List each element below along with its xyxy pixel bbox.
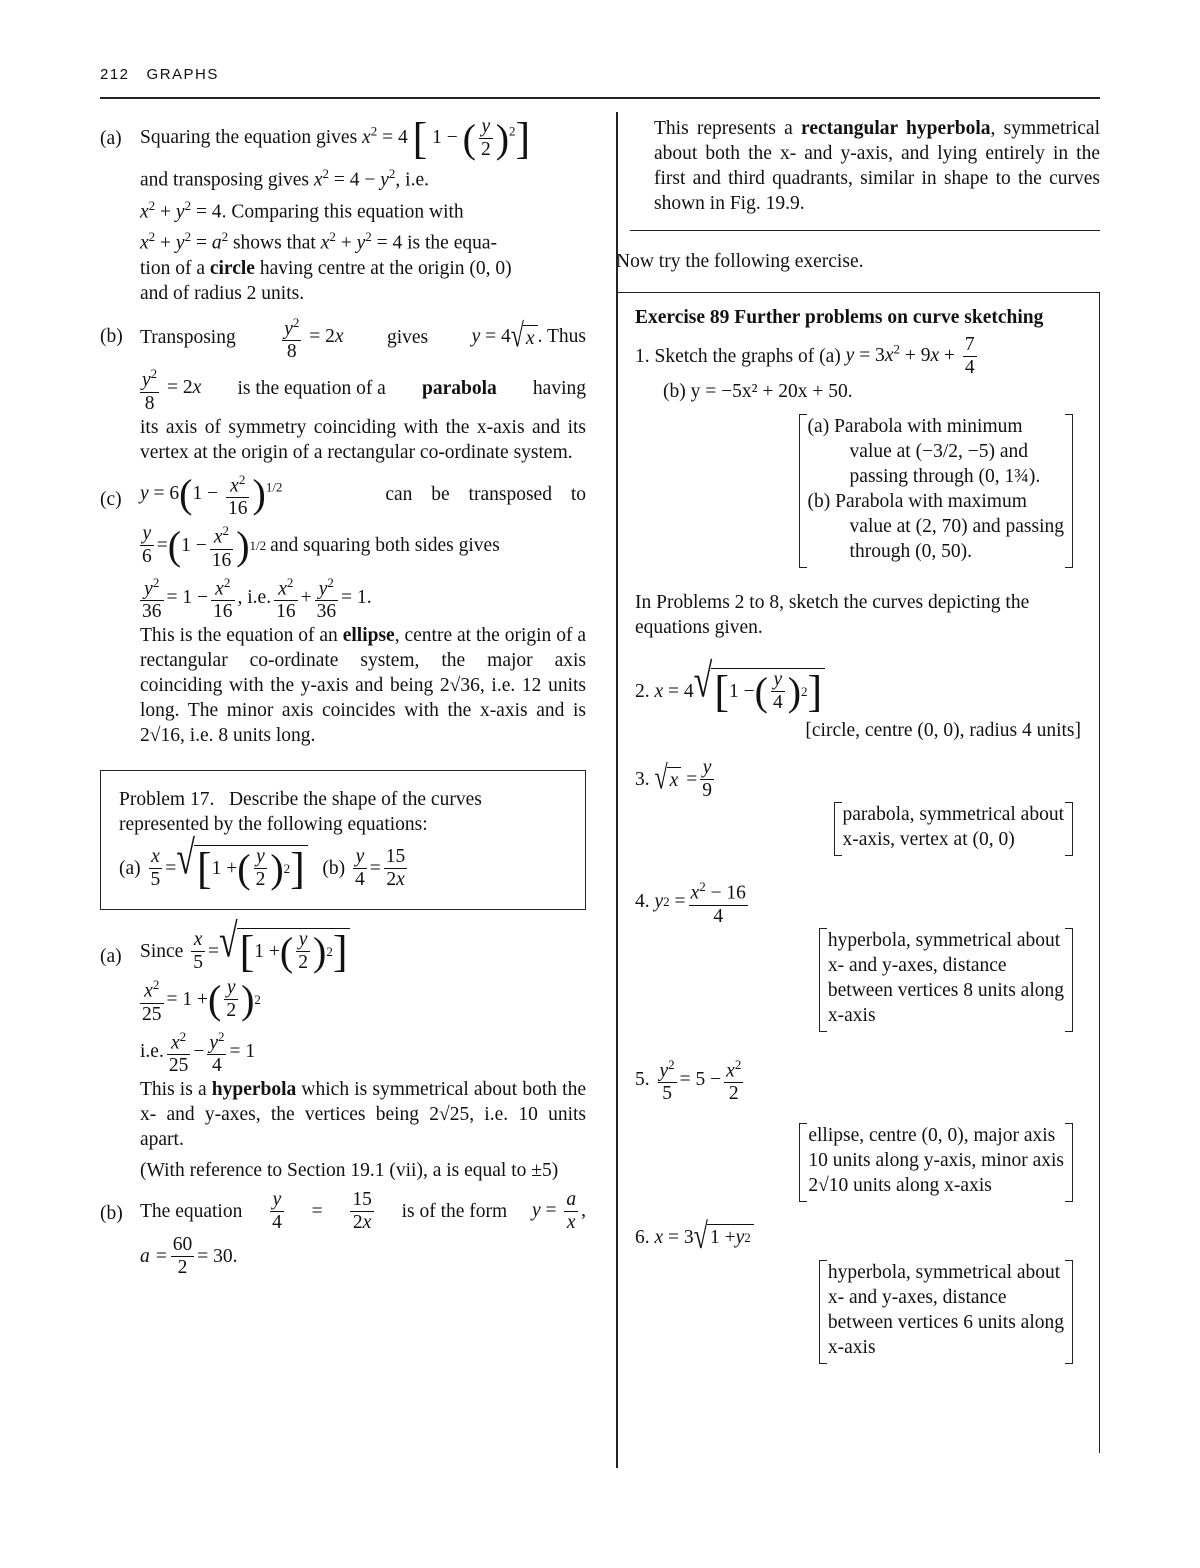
text: i.e. [140, 1040, 164, 1062]
answer-line: 10 units along y-axis, minor axis [808, 1150, 1064, 1171]
text: Squaring the equation gives [140, 126, 358, 148]
answer-3 [834, 802, 1073, 856]
problem-title: Problem 17. [119, 789, 215, 810]
question-1b: (b) y = −5x² + 20x + 50. [663, 381, 853, 402]
text: , symmetrical about both the x- and y-axis, and lying entirely in the first and third quadrants, similar in shape to the curves shown in Fig. 19.9. [654, 118, 1101, 214]
answer-line: value at (−3/2, −5) and [849, 441, 1029, 462]
text: tion of a [140, 257, 205, 279]
part-c-line1: y = 6(1 − $\frac{x^2}{16}$ )$^{1/2}$ can be transposed to [140, 469, 586, 521]
solution-a-reference: (With reference to Section 19.1 (vii), a is equal to ±5) [140, 1160, 559, 1181]
keyword-rectangular-hyperbola: rectangular hyperbola [801, 118, 991, 139]
text: gives [386, 326, 429, 348]
part-b-label: (b) [100, 325, 123, 347]
text: 2. [635, 680, 650, 702]
answer-line: (b) Parabola with maximum [807, 491, 1027, 512]
now-try-text: Now try the following exercise. [616, 251, 864, 272]
text: shows that [232, 232, 316, 254]
part-a [100, 113, 586, 306]
text: 5. [635, 1068, 650, 1090]
left-column [100, 112, 586, 1279]
text: Describe the shape of the curves represented by the following equations: [119, 789, 482, 835]
text: can be transposed to [385, 483, 586, 505]
rectangular-hyperbola-text [630, 112, 1100, 230]
part-b [100, 312, 586, 465]
answer-line: hyperbola, symmetrical about [827, 1262, 1061, 1283]
part-c-text [140, 623, 586, 748]
question-5: 5. $\frac{y^2}{5}$ = 5 − $\frac{x^2}{2}$ [635, 1054, 1081, 1106]
header-rule [100, 97, 1100, 99]
answer-4 [819, 928, 1073, 1032]
text: having centre at the origin (0, 0) [259, 257, 512, 279]
label: (b) [322, 857, 346, 879]
answer-line: between vertices 8 units along [827, 979, 1064, 1001]
part-c-line3: $\frac{y^2}{36}$ = 1 − $\frac{x^2}{16}$ , i.e. $\frac{x^2}{16}$ + $\frac{y^2}{36}$ = 1. [140, 572, 586, 624]
text: is the equation of a [237, 378, 386, 400]
answer-line: value at (2, 70) and passing [849, 516, 1064, 537]
text: = 30. [197, 1246, 238, 1267]
part-c-label: (c) [100, 488, 122, 510]
text: is the equa- [407, 232, 498, 254]
part-c [100, 469, 586, 749]
keyword-parabola: parabola [422, 378, 497, 400]
text: 6. [635, 1226, 650, 1248]
running-head [100, 66, 1100, 83]
part-c-line2: $\frac{y}{6}$ = ( 1 − $\frac{x^2}{16}$ ) 1/2 and squaring both sides gives [140, 520, 586, 572]
answer-line: through (0, 50). [849, 541, 972, 562]
answer-line: parabola, symmetrical about [842, 804, 1064, 825]
part-a-line1: Squaring the equation gives $x^2 = 4$ [ 1 − ( $\frac{y}{2}$ )$^2$] [140, 113, 531, 163]
question-4: 4. y 2 = $\frac{x^2 - 16}{4}$ [635, 876, 1081, 928]
solution-a-line2: $\frac{x^2}{25}$ = 1 + ( $\frac{y}{2}$ ) 2 [140, 974, 586, 1026]
answer-2: [circle, centre (0, 0), radius 4 units] [805, 720, 1081, 741]
text: . Comparing this equation with [221, 201, 464, 222]
exercise-title: Exercise 89 Further problems on curve sketching [635, 307, 1044, 328]
question-6: 6. x = 3 √ 1 + y 2 [635, 1224, 1081, 1250]
text: This is a [140, 1079, 207, 1100]
part-b-line1: Transposing $\frac{y^2}{8}$ = 2x gives y = 4 √ x . Thus [140, 312, 586, 364]
text: and transposing gives [140, 169, 309, 191]
text: a = [140, 1246, 168, 1267]
answer-1 [799, 414, 1073, 568]
solution-b-line1: The equation $\frac{y}{4}$ = $\frac{15}{2x}$ is of the form y = $\frac{a}{x}$ , [140, 1189, 586, 1233]
question-2: 2. x = 4 √ [ 1 − ( $\frac{y}{4}$ ) 2 ] [635, 668, 1081, 714]
part-a-line6: and of radius 2 units. [140, 282, 305, 304]
text: , i.e. [395, 169, 429, 191]
text: and squaring both sides gives [270, 535, 500, 557]
solution-a-label: (a) [100, 946, 122, 967]
solution-a [100, 916, 586, 1183]
answer-line: (a) Parabola with minimum [807, 416, 1023, 437]
text: having [532, 378, 586, 400]
part-a-line5 [140, 256, 586, 281]
answer-line: hyperbola, symmetrical about [827, 929, 1061, 951]
problem-17-equations: (a) $\frac{x}{5}$ = √ [ 1 + ( $\frac{y}{2}$ ) 2 ] (b) $\frac{y}{4}$ = $\frac{15}{2x}$ [119, 833, 406, 893]
answer-line: x- and y-axes, distance [827, 1287, 1007, 1308]
answer-line: x-axis [827, 1337, 876, 1358]
question-1: 1. Sketch the graphs of (a) $y = 3x^2 + 9x$ + $\frac{7}{4}$ [635, 334, 975, 378]
problem-17-box [100, 770, 586, 910]
section-title: GRAPHS [146, 66, 219, 83]
answer-line: 2√10 units along x-axis [808, 1175, 992, 1196]
part-a-line4: $x^2 + y^2 = a^2$ shows that $x^2 + y^2 = 4$ is the equa- [140, 229, 498, 254]
text: 3. [635, 769, 650, 790]
part-a-line2: and transposing gives $x^2 = 4 - y^2$, i.e. [140, 166, 429, 191]
answer-line: x-axis [827, 1004, 876, 1026]
text: Since [140, 940, 184, 962]
text: The equation [140, 1201, 243, 1222]
keyword-circle: circle [209, 257, 255, 279]
keyword-ellipse: ellipse [342, 625, 395, 646]
answer-6 [819, 1260, 1073, 1364]
exercise-89-box [616, 292, 1100, 1453]
problems-2-8-intro: In Problems 2 to 8, sketch the curves depicting the equations given. [635, 592, 1030, 638]
solution-a-text [140, 1077, 586, 1152]
right-column [616, 112, 1101, 1453]
solution-a-line3: i.e. $\frac{x^2}{25}$ − $\frac{y^2}{4}$ = 1 [140, 1026, 586, 1078]
text: This represents a [654, 118, 793, 139]
text: which is symmetrical about both the x- and y-axes, the vertices being 2√25, i.e. 10 units apart. [140, 1079, 586, 1150]
solution-a-line1: Since $\frac{x}{5}$ = √ [ 1 + ( $\frac{y}{2}$ ) 2 ] [140, 928, 586, 974]
question-3: 3. √ x = $\frac{y}{9}$ [635, 757, 712, 801]
section-divider [630, 230, 1100, 231]
solution-b-line2: a = $\frac{60}{2}$ = 30. [140, 1234, 238, 1278]
answer-line: between vertices 6 units along [827, 1312, 1064, 1333]
text: This is the equation of an [140, 625, 338, 646]
text: , i.e. [237, 586, 272, 608]
text: 4. [635, 891, 650, 913]
part-b-line2: $\frac{y^2}{8}$ = 2x is the equation of a parabola having [140, 363, 586, 415]
text: 1. Sketch the graphs of (a) [635, 346, 841, 367]
answer-line: passing through (0, 1¾). [849, 466, 1041, 487]
problem-17-text [119, 787, 567, 837]
answer-line: x-axis, vertex at (0, 0) [842, 829, 1015, 850]
text: is of the form [401, 1201, 508, 1222]
solution-b-label: (b) [100, 1203, 123, 1224]
text: Transposing [140, 326, 236, 348]
part-a-label: (a) [100, 128, 122, 149]
part-a-line3: $x^2 + y^2 = 4$. Comparing this equation with [140, 197, 464, 222]
answer-line: x- and y-axes, distance [827, 954, 1007, 976]
text: . Thus [537, 325, 586, 347]
answer-5 [799, 1123, 1073, 1202]
label: (a) [119, 857, 141, 879]
answer-line: ellipse, centre (0, 0), major axis [808, 1125, 1056, 1146]
page-number: 212 [100, 66, 130, 83]
solution-b [100, 1189, 586, 1279]
part-b-rest: its axis of symmetry coinciding with the x-axis and its vertex at the origin of a rectangular co-ordinate system. [140, 416, 586, 463]
text: , centre at the origin of a rectangular co-ordinate system, the major axis coinciding with the y-axis and being 2√36, i.e. 12 units long. The minor axis coincides with the x-axis and is 2√16, i.e. 8 units long. [140, 625, 587, 746]
keyword-hyperbola: hyperbola [211, 1079, 297, 1100]
